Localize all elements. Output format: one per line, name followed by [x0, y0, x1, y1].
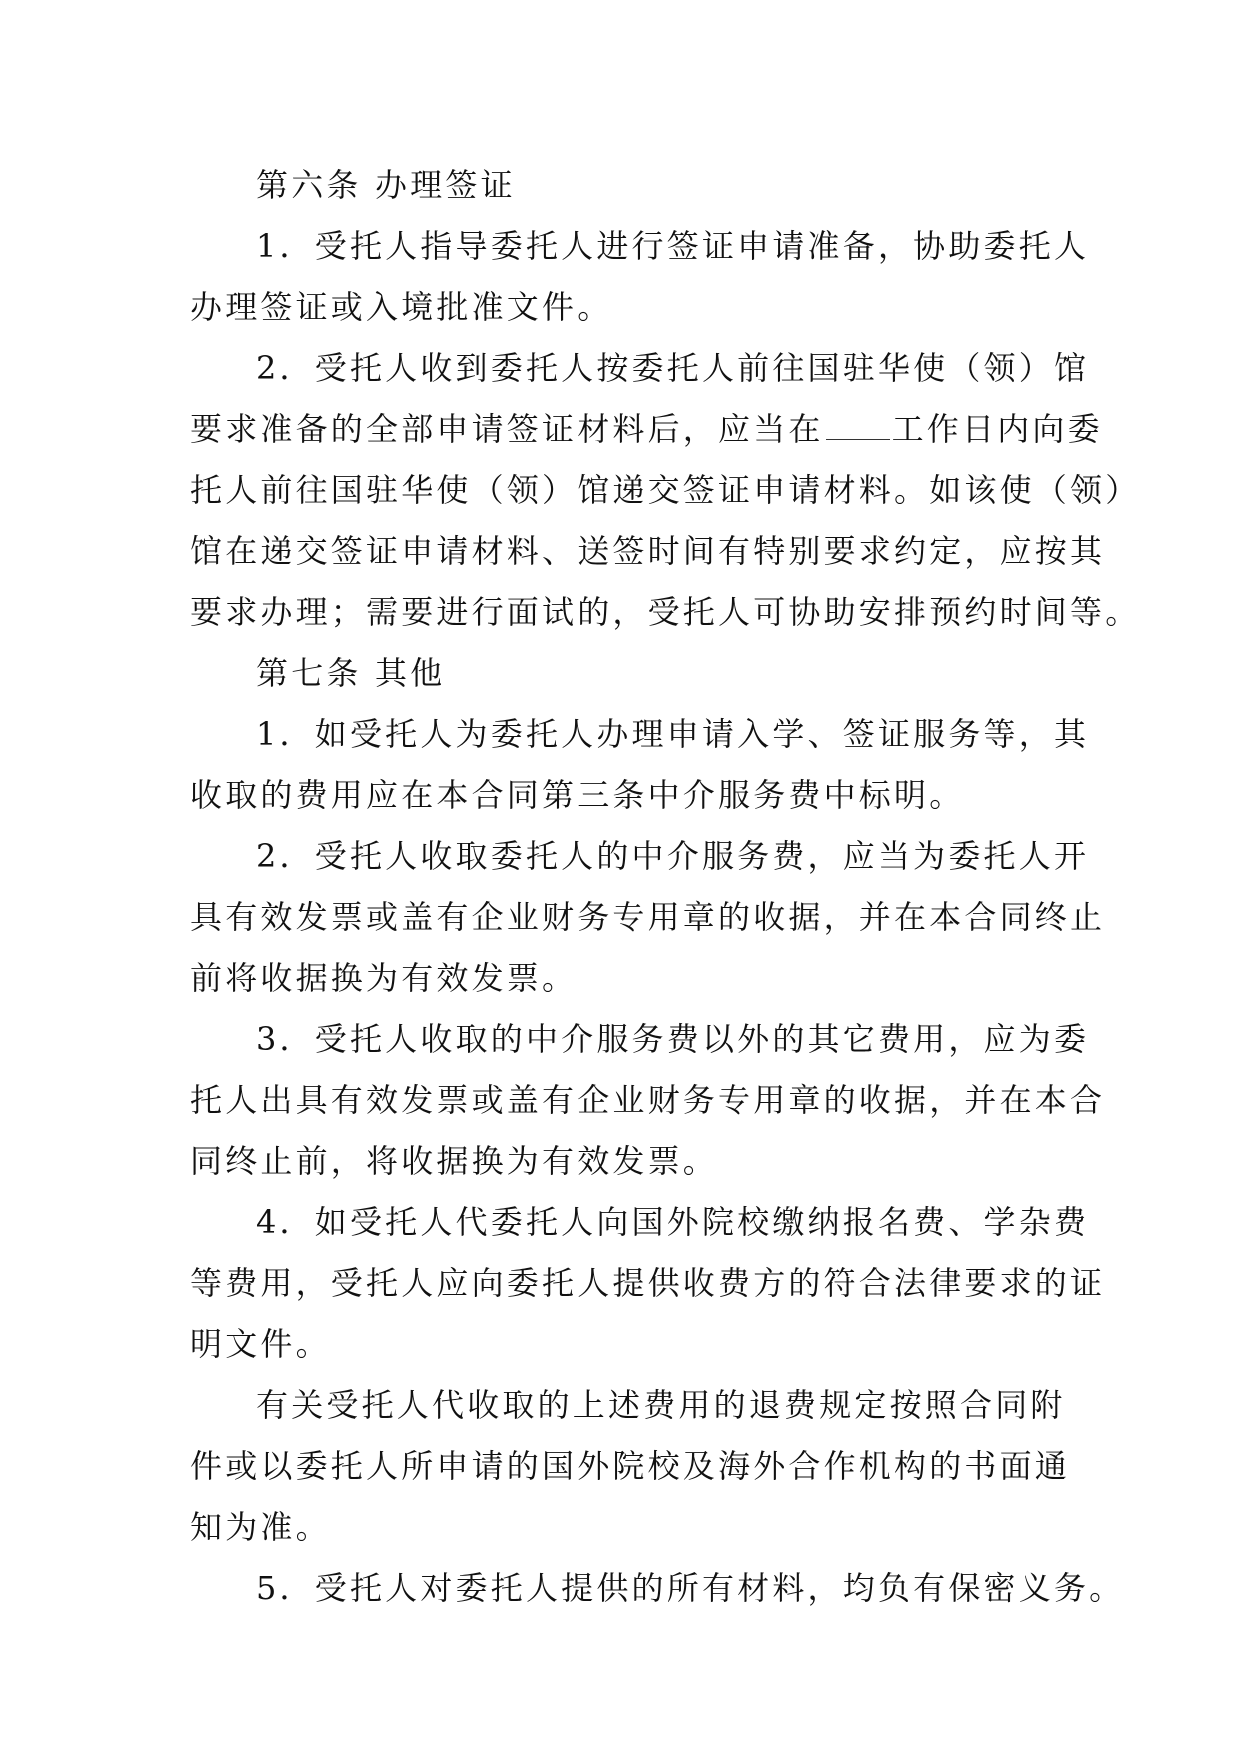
article-7-refund-note: [190, 1375, 1071, 1558]
paragraph-line: 馆在递交签证申请材料、送签时间有特别要求约定，应按其: [190, 532, 1106, 570]
paragraph-line: 5．受托人对委托人提供的所有材料，均负有保密义务。: [256, 1569, 1125, 1607]
article-7-item-2: [190, 826, 1106, 1009]
paragraph-line: 知为准。: [190, 1508, 331, 1546]
paragraph-line: 件或以委托人所申请的国外院校及海外合作机构的书面通: [190, 1447, 1071, 1485]
paragraph-line: 3．受托人收取的中介服务费以外的其它费用，应为委: [256, 1020, 1090, 1058]
paragraph-line: 托人出具有效发票或盖有企业财务专用章的收据，并在本合: [190, 1081, 1106, 1119]
text-before-blank: 要求准备的全部申请签证材料后，应当在: [190, 410, 824, 448]
paragraph-line: 1．如受托人为委托人办理申请入学、签证服务等，其: [256, 715, 1090, 753]
article-6-item-1: [190, 216, 1090, 338]
article-6-heading: [190, 155, 1060, 216]
contract-body: [190, 155, 1141, 1619]
paragraph-line-with-blank: [190, 399, 1103, 460]
heading-text: 第六条 办理签证: [256, 166, 516, 204]
article-7-item-4: [190, 1192, 1106, 1375]
paragraph-line: 托人前往国驻华使（领）馆递交签证申请材料。如该使（领）: [190, 471, 1141, 509]
fill-in-blank: [826, 411, 890, 440]
paragraph-line: 2．受托人收到委托人按委托人前往国驻华使（领）馆: [256, 349, 1090, 387]
paragraph-line: 1．受托人指导委托人进行签证申请准备，协助委托人: [256, 227, 1090, 265]
paragraph-line: 4．如受托人代委托人向国外院校缴纳报名费、学杂费: [256, 1203, 1090, 1241]
paragraph-line: 具有效发票或盖有企业财务专用章的收据，并在本合同终止: [190, 898, 1106, 936]
text-after-blank: 工作日内向委: [891, 410, 1103, 448]
heading-text: 第七条 其他: [256, 654, 446, 692]
paragraph-line: 明文件。: [190, 1325, 331, 1363]
paragraph-line: 要求办理；需要进行面试的，受托人可协助安排预约时间等。: [190, 593, 1141, 631]
paragraph-line: 办理签证或入境批准文件。: [190, 288, 613, 326]
article-7-item-3: [190, 1009, 1106, 1192]
paragraph-line: 前将收据换为有效发票。: [190, 959, 578, 997]
article-6-item-2: [190, 338, 1141, 643]
paragraph-line: 2．受托人收取委托人的中介服务费，应当为委托人开: [256, 837, 1090, 875]
paragraph-line: 收取的费用应在本合同第三条中介服务费中标明。: [190, 776, 965, 814]
article-7-item-5: [190, 1558, 1125, 1619]
paragraph-line: 同终止前，将收据换为有效发票。: [190, 1142, 719, 1180]
article-7-heading: [190, 643, 1060, 704]
paragraph-line: 等费用，受托人应向委托人提供收费方的符合法律要求的证: [190, 1264, 1106, 1302]
article-7-item-1: [190, 704, 1090, 826]
paragraph-line: 有关受托人代收取的上述费用的退费规定按照合同附: [256, 1386, 1066, 1424]
